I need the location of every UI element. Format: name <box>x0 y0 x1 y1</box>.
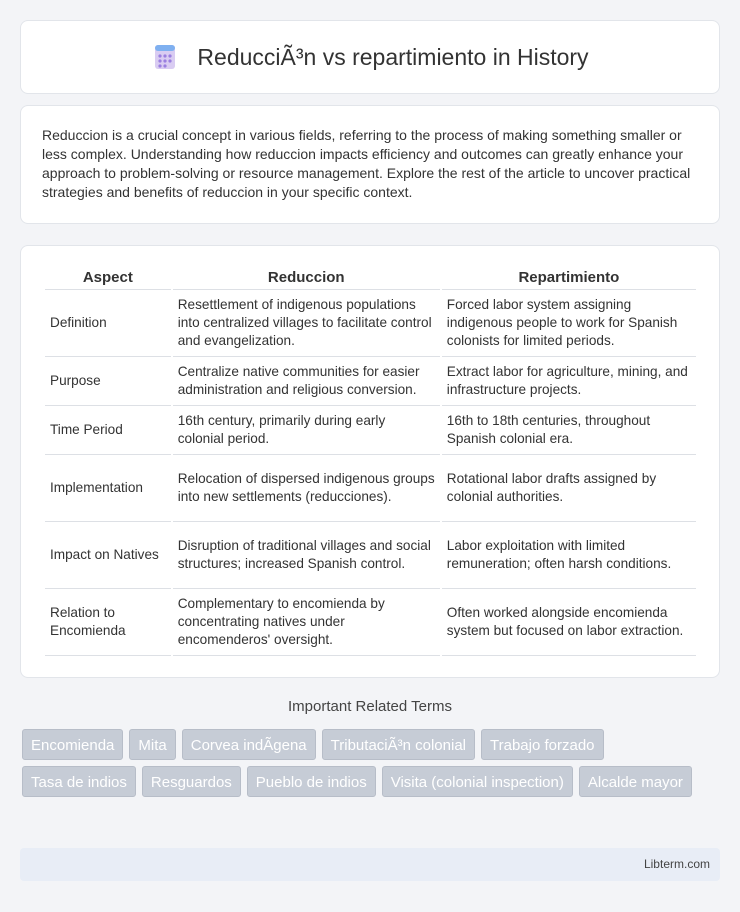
row-aspect: Purpose <box>45 357 171 406</box>
related-term-tag[interactable]: Mita <box>129 729 175 760</box>
comparison-table-card <box>20 245 720 678</box>
row-repartimiento: Labor exploitation with limited remuneration; often harsh conditions. <box>442 522 696 589</box>
footer-brand-link[interactable]: Libterm.com <box>643 857 710 871</box>
row-reduccion: Complementary to encomienda by concentrating natives under encomenderos' oversight. <box>173 589 440 656</box>
row-reduccion: Disruption of traditional villages and social structures; increased Spanish control. <box>173 522 440 589</box>
related-term-tag[interactable]: Encomienda <box>22 729 123 760</box>
related-term-tag[interactable]: Alcalde mayor <box>579 766 692 797</box>
related-term-tag[interactable]: Resguardos <box>142 766 241 797</box>
related-term-tag[interactable]: Pueblo de indios <box>247 766 376 797</box>
related-terms-list <box>22 729 722 803</box>
page-title: ReducciÃ³n vs repartimiento in History <box>197 43 589 70</box>
related-term-tag[interactable]: Tasa de indios <box>22 766 136 797</box>
row-reduccion: 16th century, primarily during early colonial period. <box>173 406 440 455</box>
row-reduccion: Resettlement of indigenous populations into centralized villages to facilitate control and evangelization. <box>173 290 440 357</box>
row-aspect: Definition <box>45 290 171 357</box>
header-repartimiento: Repartimiento <box>442 266 696 290</box>
intro-card <box>20 105 720 224</box>
row-aspect: Relation to Encomienda <box>45 589 171 656</box>
row-repartimiento: Forced labor system assigning indigenous people to work for Spanish colonists for limited periods. <box>442 290 696 357</box>
table-row <box>45 589 696 656</box>
related-terms-title: Important Related Terms <box>288 698 452 715</box>
related-term-tag[interactable]: TributaciÃ³n colonial <box>322 729 475 760</box>
table-row <box>45 357 696 406</box>
row-reduccion: Relocation of dispersed indigenous groups into new settlements (reducciones). <box>173 455 440 522</box>
document-list-icon <box>151 43 179 71</box>
row-reduccion: Centralize native communities for easier administration and religious conversion. <box>173 357 440 406</box>
title-card <box>20 20 720 94</box>
row-aspect: Impact on Natives <box>45 522 171 589</box>
row-repartimiento: Often worked alongside encomienda system but focused on labor extraction. <box>442 589 696 656</box>
related-term-tag[interactable]: Trabajo forzado <box>481 729 604 760</box>
header-reduccion: Reduccion <box>173 266 440 290</box>
table-row <box>45 290 696 357</box>
row-aspect: Time Period <box>45 406 171 455</box>
table-row <box>45 455 696 522</box>
table-row <box>45 406 696 455</box>
comparison-table <box>43 266 698 656</box>
row-repartimiento: Rotational labor drafts assigned by colonial authorities. <box>442 455 696 522</box>
intro-paragraph: Reduccion is a crucial concept in various fields, referring to the process of making something smaller or less complex. Understanding how reduccion impacts efficiency and outcomes can greatly enhance your approach to problem-solving or resource management. Explore the rest of the article to uncover practical strategies and benefits of reduccion in your specific context. <box>42 127 691 200</box>
row-repartimiento: 16th to 18th centuries, throughout Spanish colonial era. <box>442 406 696 455</box>
related-term-tag[interactable]: Corvea indÃgena <box>182 729 316 760</box>
table-header-row <box>45 266 696 290</box>
row-aspect: Implementation <box>45 455 171 522</box>
footer <box>20 848 720 881</box>
header-aspect: Aspect <box>45 266 171 290</box>
related-term-tag[interactable]: Visita (colonial inspection) <box>382 766 573 797</box>
row-repartimiento: Extract labor for agriculture, mining, and infrastructure projects. <box>442 357 696 406</box>
table-row <box>45 522 696 589</box>
